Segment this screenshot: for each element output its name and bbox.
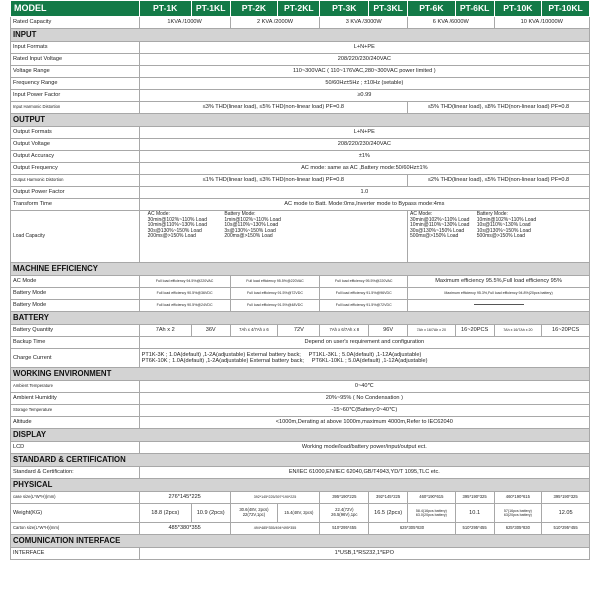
cell: 625*305*830 — [494, 523, 542, 535]
charge-line-2 — [142, 358, 587, 364]
section-efficiency — [11, 263, 590, 276]
cell-line: 63.0(20pcs battery) — [415, 513, 447, 517]
transform-time-row — [11, 199, 590, 211]
cell: 2 KVA /2000W — [230, 17, 320, 29]
row-label: Load Capacity — [11, 211, 140, 263]
cell: Full load efficiency 94.5%@220VAC — [139, 276, 230, 288]
cell — [320, 504, 369, 523]
row-label: Battery Quantity — [11, 325, 140, 337]
cell: Maximum efficiency 95.3%,Full load efficiency 94.8%(20pcs battery) — [408, 288, 590, 300]
section-title: DISPLAY — [11, 429, 590, 442]
row-label: Output Frequency — [11, 163, 140, 175]
cell-line: 58.4(16pcs battery) — [415, 508, 447, 513]
row-label: AC Mode — [11, 276, 140, 288]
row-label: Frequency Range — [11, 78, 140, 90]
cell: AC mode: same as AC ,Battery mode:50/60Hz±1% — [139, 163, 589, 175]
ac-mode-list — [410, 212, 469, 240]
cell: 12.05 — [542, 504, 590, 523]
spec-table — [10, 0, 590, 560]
cell-line: 22(72V,1pc) — [242, 512, 266, 517]
cell: Full load efficiency 90.5%@24VDC — [139, 300, 230, 312]
model-pt-1kl: PT-1KL — [191, 1, 230, 17]
row-label: Carton size(L*W*H)(mm) — [11, 523, 140, 535]
row-label: Ambient Temperature — [11, 381, 140, 393]
charge-line-1a: PT1K-3K ; 1.0A(default) ,1-2A(adjustable) External battery back; — [141, 351, 301, 358]
row-label: Charge Current — [11, 349, 140, 368]
lcd-row — [11, 442, 590, 454]
section-display — [11, 429, 590, 442]
row-label: INTERFACE — [11, 548, 140, 560]
row-label: Battery Mode — [11, 288, 140, 300]
ambient-humidity-row — [11, 393, 590, 405]
cell-line: 22.4(72V) — [335, 507, 354, 513]
cell: 1.0 — [139, 187, 589, 199]
row-label: Altitude — [11, 417, 140, 429]
cell: 20%~95% ( No Condensation ) — [139, 393, 589, 405]
list-item: 10s@130%~150% Load — [476, 227, 531, 234]
section-title: MACHINE EFFICIENCY — [11, 263, 590, 276]
cell: 1KVA /1000W — [139, 17, 230, 29]
cell: 10.9 (2pcs) — [191, 504, 230, 523]
backup-time-row — [11, 337, 590, 349]
model-pt-6kl: PT-6KL — [455, 1, 494, 17]
list-title: AC Mode: — [410, 211, 433, 217]
cell: 276*145*225 — [139, 492, 230, 504]
model-pt-2kl: PT-2KL — [278, 1, 320, 17]
cell: Full load efficiency 90.5%@36VDC — [139, 288, 230, 300]
row-label: Input Power Factor — [11, 90, 140, 102]
cell: Working mode/load/battery power/input/output ect. — [139, 442, 589, 454]
cell: 110~300VAC ( 110~176VAC,280~300VAC power limited ) — [139, 66, 589, 78]
list-title: Battery Mode: — [476, 211, 508, 217]
output-voltage-row — [11, 139, 590, 151]
cell: 10.1 — [455, 504, 494, 523]
model-pt-1k: PT-1K — [139, 1, 191, 17]
cell: 208/220/230/240VAC — [139, 54, 589, 66]
row-label: Rated Input Voltage — [11, 54, 140, 66]
cell: 72V — [278, 325, 320, 337]
efficiency-battery-row-2 — [11, 300, 590, 312]
row-label: Weight(KG) — [11, 504, 140, 523]
section-standard — [11, 454, 590, 467]
cell: ±1% — [139, 151, 589, 163]
load-capacity-group-2 — [408, 211, 590, 263]
cell: 18.8 (2pcs) — [139, 504, 191, 523]
list-item: 1min@102%~110% Load — [224, 216, 281, 223]
section-title: OUTPUT — [11, 114, 590, 127]
row-label: Output Formats — [11, 127, 140, 139]
row-label: Output Voltage — [11, 139, 140, 151]
section-title: COMUNICATION INTERFACE — [11, 535, 590, 548]
cell: 16~20PCS — [455, 325, 494, 337]
charge-current-row — [11, 349, 590, 368]
section-environment — [11, 368, 590, 381]
cell: L+N+PE — [139, 42, 589, 54]
empty-cell — [408, 300, 590, 312]
voltage-range-row — [11, 66, 590, 78]
row-label: Rated Capacity — [11, 17, 140, 29]
cell: Full load efficiency 91.5%@72VDC — [230, 288, 320, 300]
cell: 10 KVA /10000W — [494, 17, 589, 29]
input-thd-row — [11, 102, 590, 114]
model-header-row — [11, 1, 590, 17]
storage-temperature-row — [11, 405, 590, 417]
cell: 625*305*830 — [369, 523, 456, 535]
cell: 395*190*325 — [455, 492, 494, 504]
cell: 16.5 (2pcs) — [369, 504, 408, 523]
cell: 50/60Hz±5Hz ; ±10Hz (setable) — [139, 78, 589, 90]
cell: 510*295*455 — [542, 523, 590, 535]
cell: 510*295*455 — [320, 523, 369, 535]
row-label: Storage Temperature — [11, 405, 140, 417]
charge-line-2b: PT6KL-10KL ; 5.0A(default) ,1-12A(adjustable) — [311, 358, 428, 364]
cell: 6 KVA /6000W — [408, 17, 495, 29]
list-item: 10s@110%~130% Load — [476, 222, 531, 229]
frequency-range-row — [11, 78, 590, 90]
row-label: Transform Time — [11, 199, 140, 211]
cell: 1*USB,1*RS232,1*EPO — [139, 548, 589, 560]
cell: Full load efficiency 91.5%@96VDC — [320, 288, 408, 300]
row-label: Input Harmonic Distortion — [11, 102, 140, 114]
list-item: 30min@102%~110% Load — [410, 216, 470, 223]
section-title: STANDARD & CERTIFICATION — [11, 454, 590, 467]
battery-mode-list — [477, 212, 536, 240]
cell: Full load efficiency 91.5%@72VDC — [320, 300, 408, 312]
cell: ≤3% THD(linear load), ≤5% THD(non-linear load) PF=0.8 — [139, 102, 407, 114]
cell-line: 30.6(48V, 2pcs) — [239, 507, 269, 513]
row-label: Output Power Factor — [11, 187, 140, 199]
cell-line: 63(20pcs battery) — [503, 513, 532, 517]
list-item: 500ms@>150% Load — [410, 233, 459, 240]
cell: 395*190*325 — [542, 492, 590, 504]
load-capacity-row — [11, 211, 590, 263]
row-label: Battery Mode — [11, 300, 140, 312]
cell: 395*190*225 — [320, 492, 369, 504]
charge-current-cell — [139, 349, 589, 368]
section-title: BATTERY — [11, 312, 590, 325]
output-thd-row — [11, 175, 590, 187]
cell: Full load efficiency 95.5%@220VAC — [230, 276, 320, 288]
section-title: PHYSICAL — [11, 479, 590, 492]
cell: ≤2% THD(linear load), ≤5% THD(non-linear load) PF=0.8 — [408, 175, 590, 187]
cell: ≥0.99 — [139, 90, 589, 102]
cell: Full load efficiency 91.5%@48VDC — [230, 300, 320, 312]
cell: 16~20PCS — [542, 325, 590, 337]
cell: EN/IEC 61000,EN/IEC 62040,GB/T4943,YD/T 1095,TLC etc. — [139, 467, 589, 479]
rated-capacity-row — [11, 17, 590, 29]
row-label: Voltage Range — [11, 66, 140, 78]
row-label: Ambient Humidity — [11, 393, 140, 405]
row-label: Output Harmonic Distortion — [11, 175, 140, 187]
case-size-row — [11, 492, 590, 504]
output-accuracy-row — [11, 151, 590, 163]
cell — [230, 504, 278, 523]
interface-row — [11, 548, 590, 560]
model-pt-6k: PT-6K — [408, 1, 456, 17]
list-item: 3s@130%~150% Load — [224, 227, 276, 234]
standard-row — [11, 467, 590, 479]
carton-size-row — [11, 523, 590, 535]
cell: 96V — [369, 325, 408, 337]
rated-input-voltage-row — [11, 54, 590, 66]
model-pt-10k: PT-10K — [494, 1, 542, 17]
cell: 7Ah x 6/7Ah x 8 — [320, 325, 369, 337]
section-output — [11, 114, 590, 127]
cell: 3 KVA /3000W — [320, 17, 408, 29]
section-physical — [11, 479, 590, 492]
cell: 7Ah x 4/7Ah x 6 — [230, 325, 278, 337]
cell: 392*145*225 — [369, 492, 408, 504]
list-item: 10s@110%~130% Load — [224, 222, 279, 229]
list-item: 10min@102%~110% Load — [476, 216, 537, 223]
cell: 510*295*455 — [455, 523, 494, 535]
cell — [408, 504, 456, 523]
charge-line-1b: PT1KL-3KL ; 5.0A(default) ,1-12A(adjustable) — [308, 351, 422, 358]
cell — [494, 504, 542, 523]
list-item: 30min@102%~110% Load — [147, 216, 207, 223]
altitude-row — [11, 417, 590, 429]
section-battery — [11, 312, 590, 325]
dash-divider — [474, 304, 524, 305]
section-input — [11, 29, 590, 42]
cell: Depend on user's requirement and configuration — [139, 337, 589, 349]
model-label: MODEL — [11, 1, 140, 17]
list-item: 10min@110%~130% Load — [147, 222, 207, 229]
cell: ≤1% THD(linear load), ≤3% THD(non-linear load) PF=0.8 — [139, 175, 407, 187]
cell: 494*485*355/494*495*355 — [230, 523, 320, 535]
section-title: INPUT — [11, 29, 590, 42]
row-label: Backup Time — [11, 337, 140, 349]
weight-row — [11, 504, 590, 523]
output-power-factor-row — [11, 187, 590, 199]
model-pt-3kl: PT-3KL — [369, 1, 408, 17]
cell: Full load efficiency 95.5%@220VAC — [320, 276, 408, 288]
cell: 36V — [191, 325, 230, 337]
cell: L+N+PE — [139, 127, 589, 139]
spec-sheet — [10, 0, 590, 560]
output-frequency-row — [11, 163, 590, 175]
section-title: WORKING ENVIRONMENT — [11, 368, 590, 381]
efficiency-battery-row-1 — [11, 288, 590, 300]
ambient-temperature-row — [11, 381, 590, 393]
input-power-factor-row — [11, 90, 590, 102]
cell: 460*190*615 — [408, 492, 456, 504]
input-formats-row — [11, 42, 590, 54]
section-communication — [11, 535, 590, 548]
row-label: Output Accuracy — [11, 151, 140, 163]
charge-line-2a: PT6K-10K ; 1.0A(default) ,1-2A(adjustable) External battery back; — [141, 358, 304, 364]
efficiency-ac-row — [11, 276, 590, 288]
list-item: 500ms@>150% Load — [476, 233, 526, 240]
cell: 392*145*225/397*190*225 — [230, 492, 320, 504]
cell: 7Ah x 2 — [139, 325, 191, 337]
cell: -15~60℃(Battery:0~40℃) — [139, 405, 589, 417]
battery-quantity-row — [11, 325, 590, 337]
model-pt-2k: PT-2K — [230, 1, 278, 17]
cell-line: 26.5(96V),1pc — [331, 512, 358, 517]
cell: 460*190*615 — [494, 492, 542, 504]
row-label: LCD — [11, 442, 140, 454]
load-capacity-group-1 — [139, 211, 407, 263]
list-item: 10min@110%~130% Load — [410, 222, 470, 229]
cell: 7Ah x 16/7Ah x 20 — [408, 325, 456, 337]
list-item: 200ms@>150% Load — [224, 233, 273, 240]
battery-mode-list — [224, 212, 281, 240]
cell: <1000m,Derating at above 1000m,maximum 4000m,Refer to IEC62040 — [139, 417, 589, 429]
cell: 0~40℃ — [139, 381, 589, 393]
ac-mode-list — [148, 212, 207, 240]
cell: AC mode to Batt. Mode:0ms,Inverter mode to Bypass mode:4ms — [139, 199, 589, 211]
list-title: Battery Mode: — [224, 211, 256, 217]
cell: 15.4(48V, 2pcs) — [278, 504, 320, 523]
list-title: AC Mode: — [147, 211, 170, 217]
list-item: 30s@130%~150% Load — [147, 227, 202, 234]
output-formats-row — [11, 127, 590, 139]
cell: 7Ah x 16/7Ah x 20 — [494, 325, 542, 337]
cell: 208/220/230/240VAC — [139, 139, 589, 151]
cell-line: 57(16pcs battery) — [503, 508, 532, 513]
model-pt-3k: PT-3K — [320, 1, 369, 17]
cell: ≤5% THD(linear load), ≤8% THD(non-linear load) PF=0.8 — [408, 102, 590, 114]
list-item: 200ms@>150% Load — [147, 233, 196, 240]
row-label: case size(L*W*H)(mm) — [11, 492, 140, 504]
model-pt-10kl: PT-10KL — [542, 1, 590, 17]
list-item: 30s@130%~150% Load — [410, 227, 465, 234]
row-label: Standard & Certification: — [11, 467, 140, 479]
row-label: Input Formats — [11, 42, 140, 54]
cell: Maximum efficiency 95.5%,Full load efficiency 95% — [408, 276, 590, 288]
cell: 485*380*355 — [139, 523, 230, 535]
